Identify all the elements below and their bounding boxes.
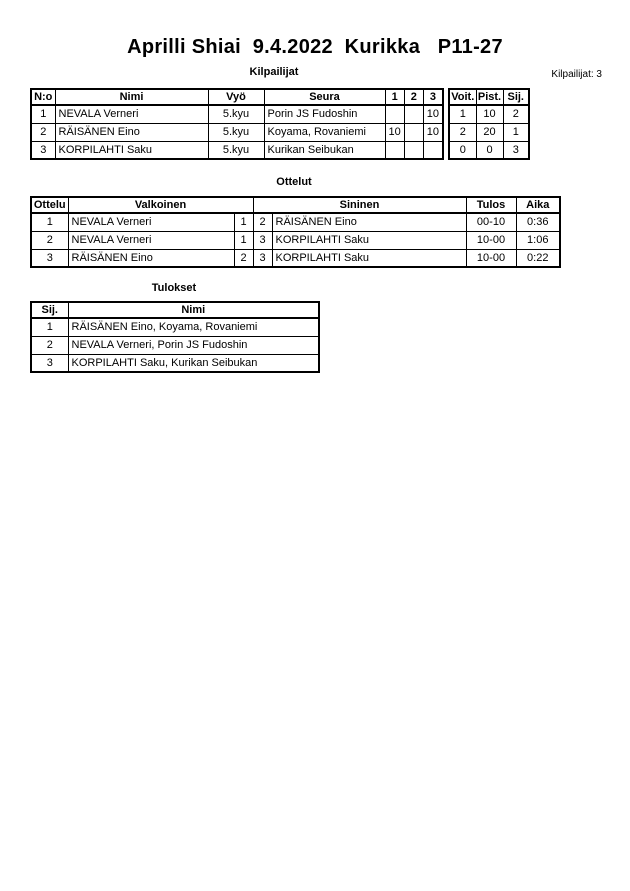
cell-white-name: NEVALA Verneri (68, 213, 234, 231)
cell-score-2 (404, 141, 423, 159)
col-header-valkoinen: Valkoinen (68, 197, 253, 213)
competitors-header-row (31, 89, 443, 105)
competitor-row (31, 105, 443, 123)
cell-score-1 (385, 105, 404, 123)
result-row (31, 354, 319, 372)
cell-sij: 1 (503, 123, 529, 141)
results-section-title: Tulokset (151, 282, 197, 294)
cell-white-no: 2 (234, 249, 253, 267)
cell-no: 1 (31, 105, 55, 123)
cell-white-name: NEVALA Verneri (68, 231, 234, 249)
cell-vyo: 5.kyu (208, 105, 264, 123)
col-header-no: N:o (31, 89, 55, 105)
cell-voit: 0 (449, 141, 476, 159)
cell-match-no: 1 (31, 213, 68, 231)
cell-blue-no: 2 (253, 213, 272, 231)
col-header-voit: Voit. (449, 89, 476, 105)
cell-result: 10-00 (466, 231, 516, 249)
cell-score-1: 10 (385, 123, 404, 141)
cell-result: 00-10 (466, 213, 516, 231)
col-header-nimi: Nimi (68, 302, 319, 318)
competitors-section-title: Kilpailijat (249, 66, 299, 78)
col-header-sij: Sij. (31, 302, 68, 318)
cell-place: 2 (31, 336, 68, 354)
competitors-table (30, 88, 530, 160)
cell-seura: Kurikan Seibukan (264, 141, 385, 159)
col-header-2: 2 (404, 89, 423, 105)
matches-section-title: Ottelut (276, 176, 312, 188)
cell-white-no: 1 (234, 213, 253, 231)
results-header-row (31, 302, 319, 318)
cell-nimi: NEVALA Verneri (55, 105, 208, 123)
col-header-vyo: Vyö (208, 89, 264, 105)
col-header-seura: Seura (264, 89, 385, 105)
competitors-results-header-row (449, 89, 529, 105)
cell-blue-no: 3 (253, 231, 272, 249)
cell-nimi: KORPILAHTI Saku (55, 141, 208, 159)
cell-blue-name: RÄISÄNEN Eino (272, 213, 466, 231)
cell-time: 1:06 (516, 231, 560, 249)
cell-score-3 (423, 141, 443, 159)
cell-result: 10-00 (466, 249, 516, 267)
competitors-count-label: Kilpailijat: 3 (551, 69, 602, 80)
cell-vyo: 5.kyu (208, 123, 264, 141)
cell-no: 2 (31, 123, 55, 141)
cell-white-name: RÄISÄNEN Eino (68, 249, 234, 267)
cell-score-2 (404, 123, 423, 141)
cell-voit: 2 (449, 123, 476, 141)
cell-pist: 20 (476, 123, 503, 141)
cell-voit: 1 (449, 105, 476, 123)
competitors-main-table (30, 88, 444, 160)
col-header-aika: Aika (516, 197, 560, 213)
col-header-3: 3 (423, 89, 443, 105)
match-row (31, 231, 560, 249)
result-row (31, 336, 319, 354)
cell-time: 0:36 (516, 213, 560, 231)
cell-place: 3 (31, 354, 68, 372)
matches-table (30, 196, 561, 268)
matches-header-row (31, 197, 560, 213)
competitor-row (31, 141, 443, 159)
cell-pist: 10 (476, 105, 503, 123)
cell-match-no: 2 (31, 231, 68, 249)
page-title: Aprilli Shiai 9.4.2022 Kurikka P11-27 (127, 36, 503, 58)
col-header-sij: Sij. (503, 89, 529, 105)
col-header-nimi: Nimi (55, 89, 208, 105)
cell-sij: 2 (503, 105, 529, 123)
cell-match-no: 3 (31, 249, 68, 267)
cell-blue-no: 3 (253, 249, 272, 267)
col-header-1: 1 (385, 89, 404, 105)
col-header-sininen: Sininen (253, 197, 466, 213)
competitor-result-row (449, 105, 529, 123)
cell-blue-name: KORPILAHTI Saku (272, 231, 466, 249)
cell-pist: 0 (476, 141, 503, 159)
cell-name: KORPILAHTI Saku, Kurikan Seibukan (68, 354, 319, 372)
cell-name: NEVALA Verneri, Porin JS Fudoshin (68, 336, 319, 354)
col-header-pist: Pist. (477, 91, 502, 103)
cell-sij: 3 (503, 141, 529, 159)
match-row (31, 213, 560, 231)
competitor-result-row (449, 123, 529, 141)
cell-nimi: RÄISÄNEN Eino (55, 123, 208, 141)
cell-score-3: 10 (423, 105, 443, 123)
cell-name: RÄISÄNEN Eino, Koyama, Rovaniemi (68, 318, 319, 336)
cell-seura: Koyama, Rovaniemi (264, 123, 385, 141)
competitor-row (31, 123, 443, 141)
cell-blue-name: KORPILAHTI Saku (272, 249, 466, 267)
result-row (31, 318, 319, 336)
cell-score-1 (385, 141, 404, 159)
cell-score-2 (404, 105, 423, 123)
cell-time: 0:22 (516, 249, 560, 267)
cell-no: 3 (31, 141, 55, 159)
cell-score-3: 10 (423, 123, 443, 141)
competitors-results-subtable (448, 88, 530, 160)
cell-place: 1 (31, 318, 68, 336)
col-header-tulos: Tulos (466, 197, 516, 213)
results-table (30, 301, 320, 373)
competitor-result-row (449, 141, 529, 159)
cell-vyo: 5.kyu (208, 141, 264, 159)
cell-seura: Porin JS Fudoshin (264, 105, 385, 123)
cell-white-no: 1 (234, 231, 253, 249)
col-header-ottelu: Ottelu (31, 197, 68, 213)
match-row (31, 249, 560, 267)
